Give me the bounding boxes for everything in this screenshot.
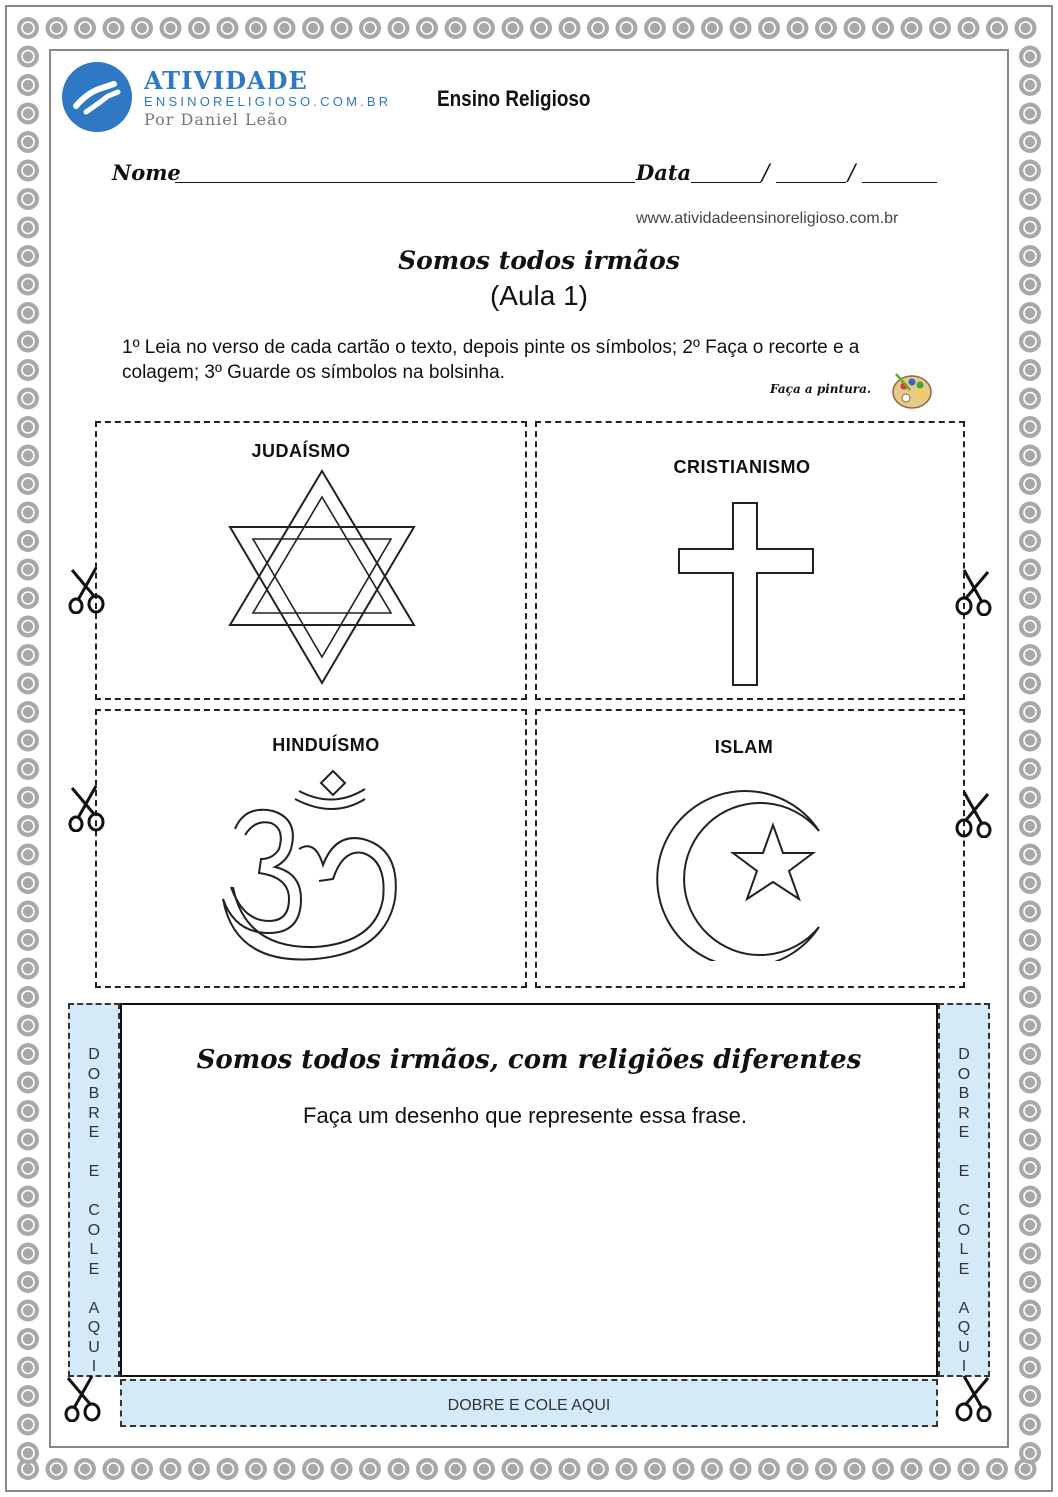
border-ornament-icon: [17, 1243, 39, 1265]
border-ornament-icon: [17, 559, 39, 581]
name-field[interactable]: [175, 182, 635, 183]
border-ornament-icon: [17, 530, 39, 552]
border-ornament-icon: [17, 1385, 39, 1407]
drawing-section-subtitle: Faça um desenho que represente essa frase.: [303, 1103, 747, 1128]
border-ornament-icon: [1019, 1100, 1041, 1122]
border-ornament-icon: [730, 1458, 752, 1480]
border-ornament-icon: [17, 587, 39, 609]
border-ornament-icon: [1019, 644, 1041, 666]
border-ornament-icon: [17, 815, 39, 837]
border-ornament-icon: [217, 1458, 239, 1480]
instructions: 1º Leia no verso de cada cartão o texto, depois pinte os símbolos; 2º Faça o recorte e a colagem; 3º Guarde os símbolos na bolsinha.: [122, 337, 860, 383]
border-ornament-icon: [1019, 929, 1041, 951]
border-ornament-icon: [1019, 986, 1041, 1008]
border-ornament-icon: [17, 331, 39, 353]
date-month-field[interactable]: [776, 182, 846, 183]
border-ornament-icon: [17, 844, 39, 866]
border-ornament-icon: [1019, 587, 1041, 609]
border-ornament-icon: [1019, 730, 1041, 752]
border-ornament-icon: [1019, 1072, 1041, 1094]
border-ornament-icon: [872, 1458, 894, 1480]
border-ornament-icon: [644, 17, 666, 39]
border-ornament-icon: [1019, 1186, 1041, 1208]
border-ornament-icon: [17, 473, 39, 495]
cross-icon: [677, 499, 817, 689]
border-ornament-icon: [302, 17, 324, 39]
border-ornament-icon: [1019, 844, 1041, 866]
border-ornament-icon: [17, 1328, 39, 1350]
border-ornament-icon: [359, 17, 381, 39]
border-ornament-icon: [1019, 1414, 1041, 1436]
border-ornament-icon: [1019, 1385, 1041, 1407]
border-ornament-icon: [17, 502, 39, 524]
border-ornament-icon: [74, 17, 96, 39]
border-ornament-icon: [103, 17, 125, 39]
border-ornament-icon: [815, 1458, 837, 1480]
date-day-field[interactable]: [691, 182, 761, 183]
drawing-area[interactable]: [120, 1003, 938, 1377]
border-ornament-icon: [388, 1458, 410, 1480]
border-ornament-icon: [17, 1129, 39, 1151]
scissors-icon: [954, 790, 994, 838]
border-ornament-icon: [17, 46, 39, 68]
border-ornament-icon: [331, 1458, 353, 1480]
border-ornament-icon: [530, 1458, 552, 1480]
border-ornament-icon: [502, 17, 524, 39]
border-ornament-icon: [17, 673, 39, 695]
border-ornament-icon: [17, 445, 39, 467]
border-ornament-icon: [17, 1214, 39, 1236]
border-ornament-icon: [17, 416, 39, 438]
card-judaism[interactable]: [95, 421, 527, 700]
border-ornament-icon: [1019, 1300, 1041, 1322]
border-ornament-icon: [17, 701, 39, 723]
border-ornament-icon: [1019, 530, 1041, 552]
om-icon: [215, 769, 415, 969]
border-ornament-icon: [274, 1458, 296, 1480]
border-ornament-icon: [559, 1458, 581, 1480]
border-ornament-icon: [17, 1072, 39, 1094]
border-ornament-icon: [1019, 445, 1041, 467]
border-ornament-icon: [1019, 103, 1041, 125]
flap-text-right: D O B R E E C O L E A Q U I: [957, 1046, 971, 1375]
border-ornament-icon: [644, 1458, 666, 1480]
border-ornament-icon: [17, 1414, 39, 1436]
border-ornament-icon: [217, 17, 239, 39]
border-ornament-icon: [17, 616, 39, 638]
border-ornament-icon: [1019, 616, 1041, 638]
border-ornament-icon: [1019, 217, 1041, 239]
border-ornament-icon: [131, 17, 153, 39]
border-ornament-icon: [17, 730, 39, 752]
border-ornament-icon: [274, 17, 296, 39]
border-ornament-icon: [188, 1458, 210, 1480]
border-ornament-icon: [758, 1458, 780, 1480]
scissors-icon: [66, 784, 106, 832]
border-ornament-icon: [815, 17, 837, 39]
border-ornament-icon: [46, 17, 68, 39]
flap-text-bottom: DOBRE E COLE AQUI: [447, 1397, 611, 1414]
border-ornament-icon: [1019, 1015, 1041, 1037]
border-ornament-icon: [958, 17, 980, 39]
border-ornament-icon: [160, 1458, 182, 1480]
drawing-section-title: Somos todos irmãos, com religiões diferentes: [196, 1045, 862, 1075]
border-ornament-icon: [445, 1458, 467, 1480]
border-ornament-icon: [17, 929, 39, 951]
border-ornament-icon: [359, 1458, 381, 1480]
border-ornament-icon: [1019, 131, 1041, 153]
border-ornament-icon: [17, 160, 39, 182]
border-ornament-icon: [1019, 160, 1041, 182]
border-ornament-icon: [17, 188, 39, 210]
lesson-number: (Aula 1): [489, 280, 589, 311]
border-ornament-icon: [1019, 388, 1041, 410]
worksheet-title: Somos todos irmãos: [398, 246, 680, 275]
border-ornament-icon: [1019, 1357, 1041, 1379]
border-ornament-icon: [131, 1458, 153, 1480]
border-ornament-icon: [17, 1442, 39, 1464]
border-ornament-icon: [17, 1300, 39, 1322]
border-ornament-icon: [901, 17, 923, 39]
border-ornament-icon: [730, 17, 752, 39]
border-ornament-icon: [502, 1458, 524, 1480]
border-ornament-icon: [17, 359, 39, 381]
border-ornament-icon: [17, 1015, 39, 1037]
border-ornament-icon: [46, 1458, 68, 1480]
border-ornament-icon: [17, 74, 39, 96]
border-ornament-icon: [530, 17, 552, 39]
border-ornament-icon: [103, 1458, 125, 1480]
glue-flap-right: [938, 1003, 990, 1377]
border-ornament-icon: [1019, 416, 1041, 438]
card-christianity[interactable]: [535, 421, 965, 700]
border-ornament-icon: [1019, 74, 1041, 96]
border-ornament-icon: [787, 1458, 809, 1480]
border-ornament-icon: [1019, 872, 1041, 894]
border-ornament-icon: [559, 17, 581, 39]
border-ornament-icon: [1019, 1157, 1041, 1179]
border-ornament-icon: [17, 872, 39, 894]
card-hinduism[interactable]: [95, 709, 527, 988]
crescent-star-icon: [649, 771, 829, 961]
border-ornament-icon: [701, 1458, 723, 1480]
border-ornament-icon: [331, 17, 353, 39]
border-ornament-icon: [17, 958, 39, 980]
border-ornament-icon: [1019, 758, 1041, 780]
border-ornament-icon: [17, 1157, 39, 1179]
border-ornament-icon: [1019, 1129, 1041, 1151]
logo-icon: [62, 62, 132, 132]
border-ornament-icon: [473, 17, 495, 39]
border-ornament-icon: [188, 17, 210, 39]
border-ornament-icon: [872, 17, 894, 39]
border-ornament-icon: [616, 17, 638, 39]
border-ornament-icon: [473, 1458, 495, 1480]
border-ornament-icon: [701, 17, 723, 39]
website-url: www.atividadeensinoreligioso.com.br: [636, 210, 899, 227]
card-label: JUDAÍSMO: [251, 441, 351, 461]
date-separator: /: [848, 161, 856, 186]
border-ornament-icon: [1019, 502, 1041, 524]
scissors-icon: [62, 1374, 102, 1422]
star-of-david-icon: [225, 467, 419, 687]
card-islam[interactable]: [535, 709, 965, 988]
border-ornament-icon: [1019, 1214, 1041, 1236]
border-ornament-icon: [1019, 1243, 1041, 1265]
border-ornament-icon: [416, 1458, 438, 1480]
border-ornament-icon: [17, 1100, 39, 1122]
glue-flap-bottom: [120, 1379, 938, 1427]
border-ornament-icon: [17, 1186, 39, 1208]
border-ornament-icon: [17, 986, 39, 1008]
brand-site: ENSINORELIGIOSO.COM.BR: [144, 94, 392, 109]
border-ornament-icon: [673, 17, 695, 39]
border-ornament-icon: [1019, 473, 1041, 495]
border-ornament-icon: [1019, 958, 1041, 980]
border-ornament-icon: [1019, 787, 1041, 809]
border-ornament-icon: [758, 17, 780, 39]
border-ornament-icon: [1019, 1328, 1041, 1350]
border-ornament-icon: [1019, 901, 1041, 923]
scissors-icon: [66, 566, 106, 614]
card-label: HINDUÍSMO: [272, 735, 380, 755]
border-ornament-icon: [245, 17, 267, 39]
border-ornament-icon: [1019, 673, 1041, 695]
border-ornament-icon: [1019, 46, 1041, 68]
scissors-icon: [954, 1374, 994, 1422]
border-ornament-icon: [929, 17, 951, 39]
border-ornament-icon: [388, 17, 410, 39]
border-ornament-icon: [1019, 1271, 1041, 1293]
border-ornament-icon: [160, 17, 182, 39]
border-ornament-icon: [302, 1458, 324, 1480]
border-ornament-icon: [986, 17, 1008, 39]
border-ornament-icon: [17, 1357, 39, 1379]
date-label: Data: [636, 160, 692, 185]
date-separator: /: [762, 161, 770, 186]
border-ornament-icon: [17, 17, 39, 39]
border-ornament-icon: [1019, 815, 1041, 837]
border-ornament-icon: [587, 17, 609, 39]
border-ornament-icon: [1019, 359, 1041, 381]
brand-author: Por Daniel Leão: [144, 110, 289, 129]
border-ornament-icon: [958, 1458, 980, 1480]
paint-palette-icon: [890, 370, 934, 412]
border-ornament-icon: [245, 1458, 267, 1480]
border-ornament-icon: [787, 17, 809, 39]
border-ornament-icon: [17, 131, 39, 153]
border-ornament-icon: [673, 1458, 695, 1480]
border-ornament-icon: [74, 1458, 96, 1480]
border-ornament-icon: [1019, 559, 1041, 581]
border-ornament-icon: [901, 1458, 923, 1480]
border-ornament-icon: [17, 388, 39, 410]
scissors-icon: [954, 568, 994, 616]
border-ornament-icon: [1015, 17, 1037, 39]
border-ornament-icon: [1019, 188, 1041, 210]
border-ornament-icon: [616, 1458, 638, 1480]
border-ornament-icon: [416, 17, 438, 39]
date-year-field[interactable]: [862, 182, 937, 183]
border-ornament-icon: [17, 901, 39, 923]
border-ornament-icon: [844, 1458, 866, 1480]
border-ornament-icon: [17, 1043, 39, 1065]
glue-flap-left: [68, 1003, 120, 1377]
border-ornament-icon: [17, 103, 39, 125]
border-ornament-icon: [1019, 331, 1041, 353]
border-ornament-icon: [1019, 1043, 1041, 1065]
border-ornament-icon: [1019, 1442, 1041, 1464]
border-ornament-icon: [17, 644, 39, 666]
flap-text-left: D O B R E E C O L E A Q U I: [87, 1046, 101, 1375]
border-ornament-icon: [844, 17, 866, 39]
border-ornament-icon: [1019, 701, 1041, 723]
border-ornament-icon: [17, 217, 39, 239]
border-ornament-icon: [445, 17, 467, 39]
subject-title: Ensino Religioso: [437, 86, 591, 111]
border-ornament-icon: [986, 1458, 1008, 1480]
border-ornament-icon: [17, 787, 39, 809]
paint-note: Faça a pintura.: [770, 382, 872, 396]
border-ornament-icon: [929, 1458, 951, 1480]
name-label: Nome: [112, 160, 181, 185]
border-ornament-icon: [17, 1271, 39, 1293]
border-ornament-icon: [17, 758, 39, 780]
border-ornament-icon: [587, 1458, 609, 1480]
card-label: ISLAM: [714, 737, 774, 757]
brand-name: ATIVIDADE: [144, 66, 308, 95]
card-label: CRISTIANISMO: [673, 457, 811, 477]
